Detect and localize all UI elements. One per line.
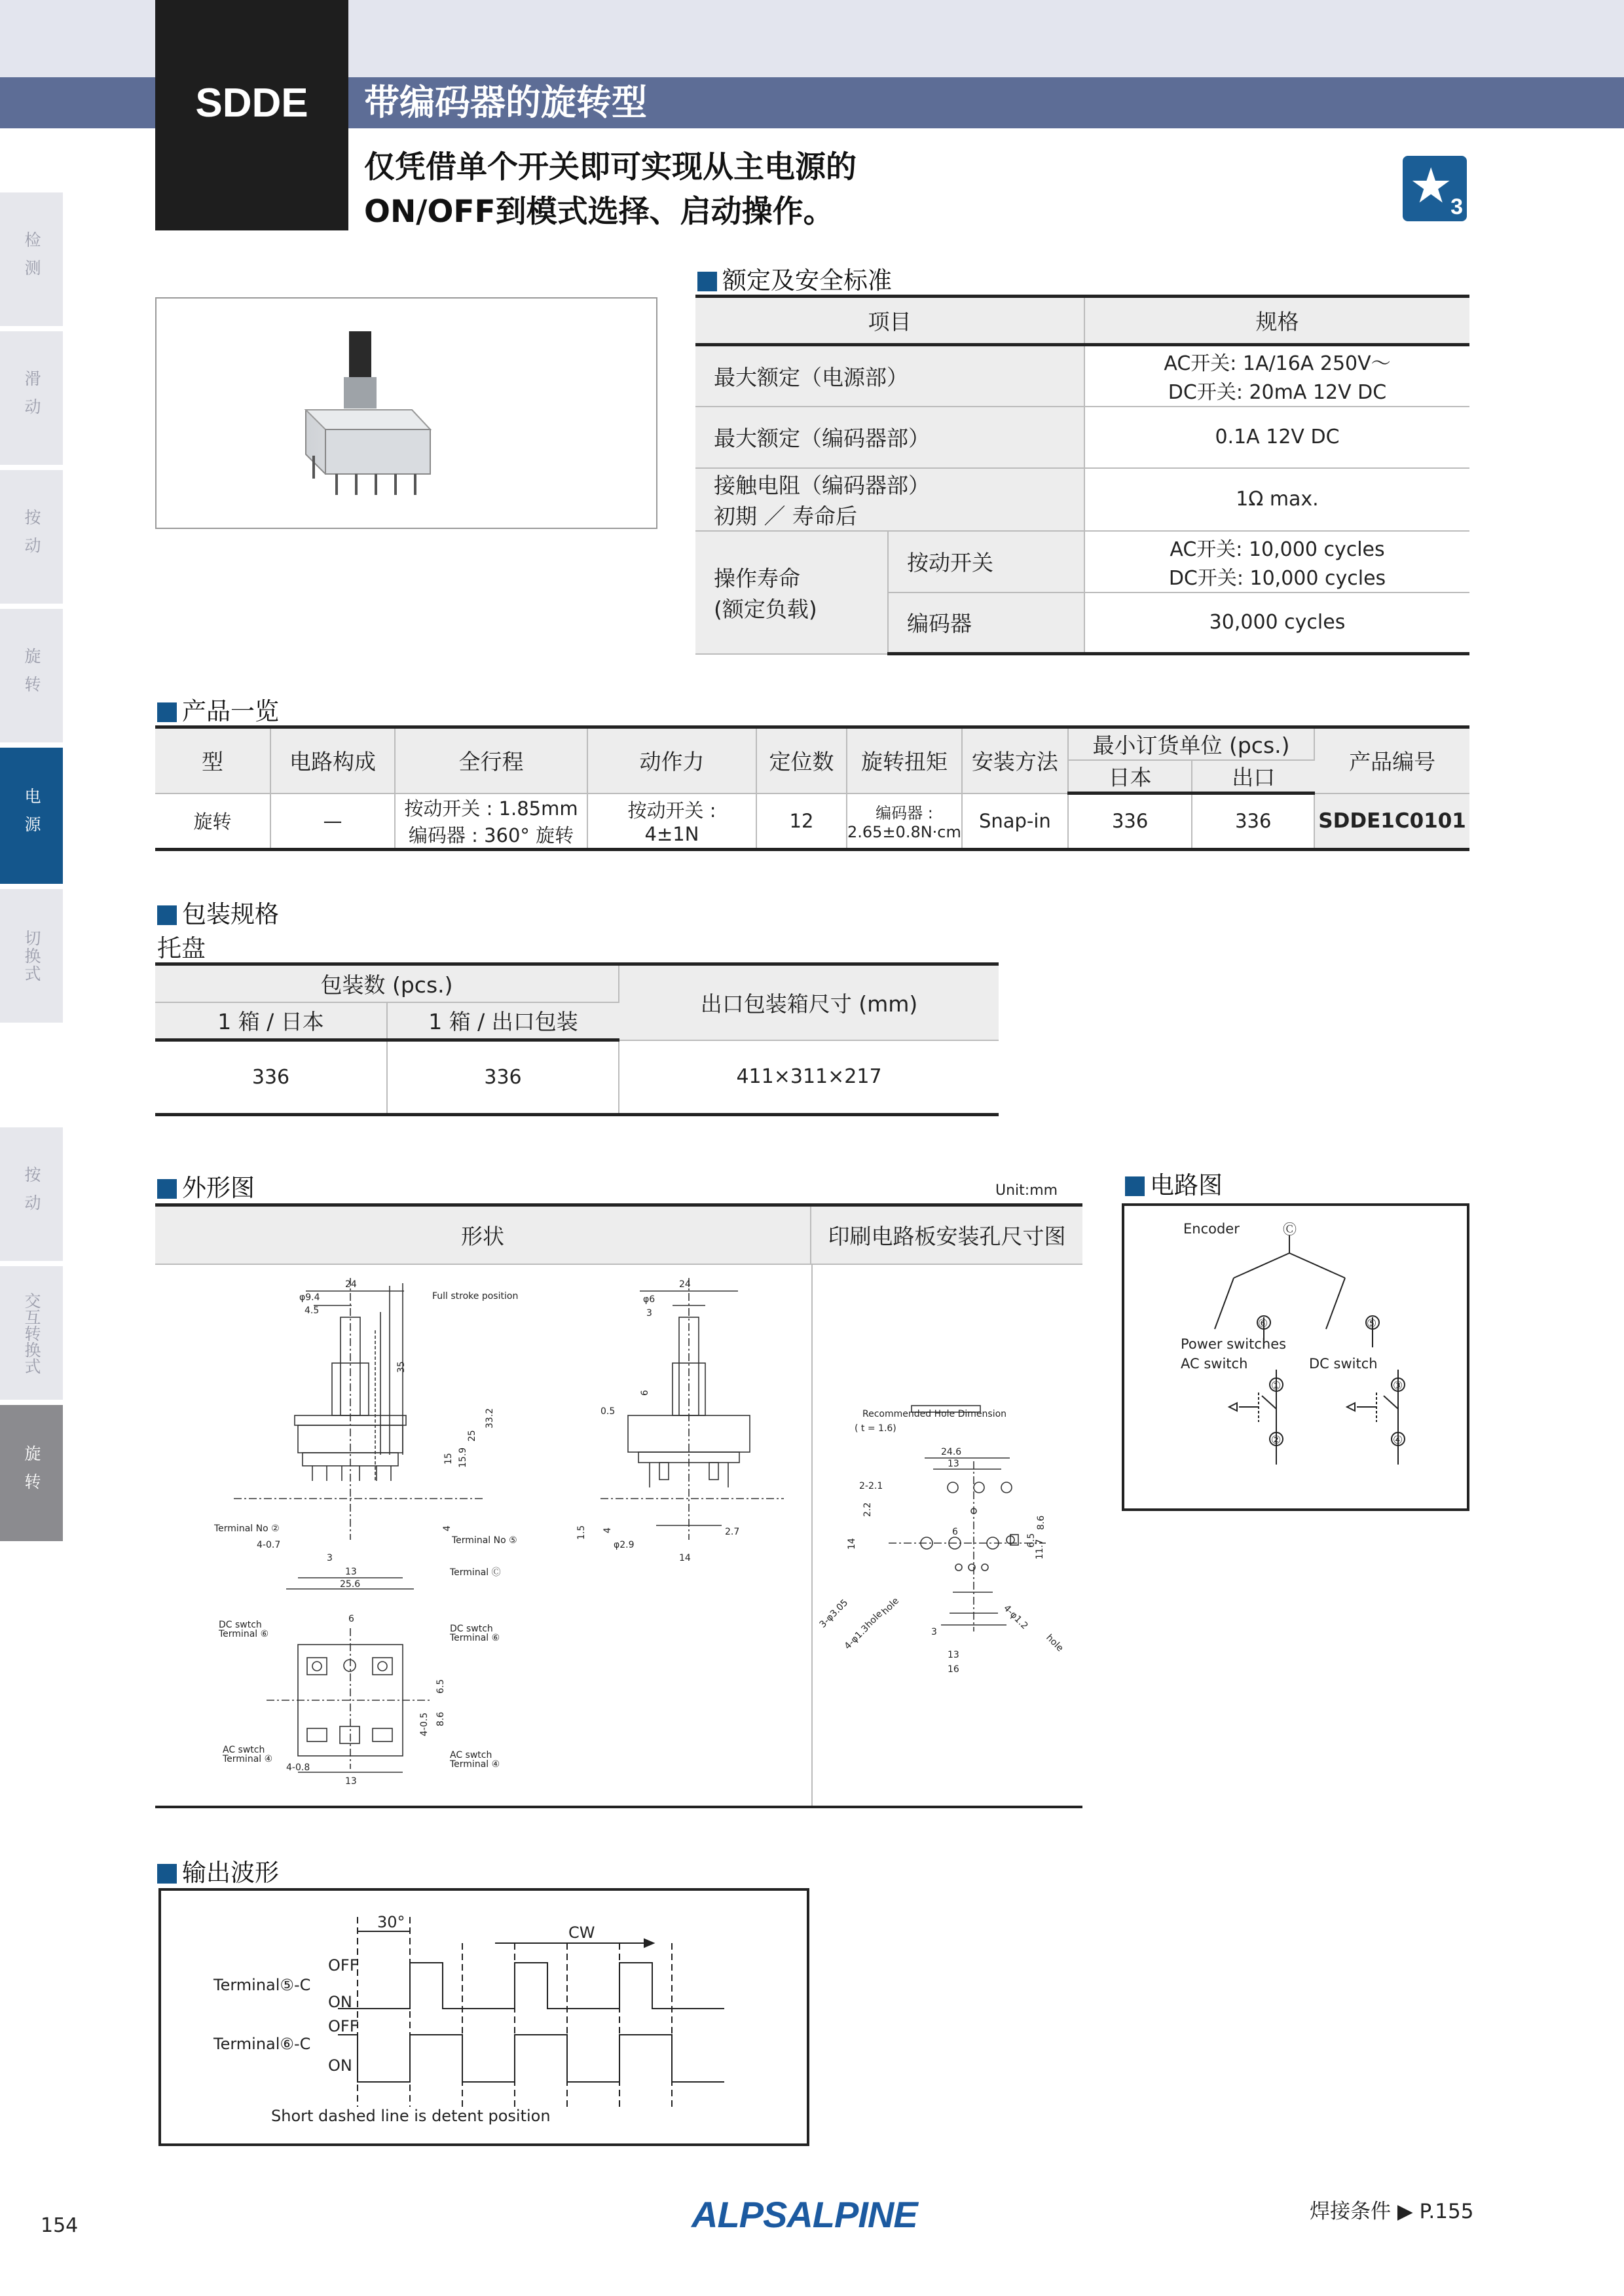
svg-text:2.7: 2.7 [725, 1527, 740, 1537]
svg-text:DC switch: DC switch [1309, 1356, 1378, 1372]
svg-text:Encoder: Encoder [1183, 1221, 1240, 1237]
waveform-diagram [158, 1888, 809, 2146]
svg-text:DC swtch: DC swtch [219, 1620, 262, 1630]
svg-text:Terminal ⑥: Terminal ⑥ [450, 1633, 500, 1643]
products-table: 型 电路构成 全行程 动作力 定位数 旋转扭矩 安装方法 最小订货单位 (pcs.) 产品编号 日本 出口 旋转 — 按动开关 : 1.85mm 编码器 : 360° 旋转 按动开关 : 4±1N 12 编码器 : 2.65±0.8N·cm Snap-in 336 336 SDDE1C0101 [155, 725, 1469, 851]
svg-text:Short dashed line is detent po: Short dashed line is detent position [271, 2107, 551, 2125]
ratings-col-spec: 规格 [1084, 297, 1469, 345]
svg-text:4-0.8: 4-0.8 [286, 1762, 310, 1773]
svg-text:25.6: 25.6 [340, 1579, 361, 1590]
svg-text:Terminal ④: Terminal ④ [223, 1754, 273, 1764]
packing-section-title: 包装规格 [157, 894, 279, 930]
svg-text:Terminal Ⓒ: Terminal Ⓒ [450, 1567, 501, 1578]
svg-text:DC swtch: DC swtch [450, 1624, 493, 1634]
ratings-subitem: 按动开关 [888, 531, 1084, 592]
svg-text:4-φ1.3: 4-φ1.3 [842, 1623, 871, 1652]
svg-text:13: 13 [345, 1567, 357, 1577]
part-number: SDDE1C0101 [1314, 793, 1469, 850]
svg-text:φ9.4: φ9.4 [299, 1292, 320, 1303]
svg-text:4: 4 [602, 1527, 613, 1533]
svg-text:4.5: 4.5 [304, 1305, 320, 1316]
outline-drawings [155, 1265, 1082, 1806]
circuit-section-title: 电路图 [1125, 1165, 1223, 1201]
ratings-col-item: 项目 [695, 297, 1084, 345]
ratings-item: 操作寿命 (额定负载) [695, 531, 888, 654]
packing-table: 包装数 (pcs.) 出口包装箱尺寸 (mm) 1 箱 / 日本 1 箱 / 出口包装 336 336 411×311×217 [155, 962, 999, 1116]
svg-text:φ2.9: φ2.9 [614, 1540, 635, 1550]
svg-text:3: 3 [327, 1553, 333, 1563]
svg-text:Terminal ⑥: Terminal ⑥ [219, 1629, 269, 1639]
svg-text:13: 13 [948, 1459, 959, 1469]
svg-text:③: ③ [1393, 1379, 1403, 1393]
svg-text:1.5: 1.5 [576, 1525, 587, 1540]
svg-text:4-0.7: 4-0.7 [257, 1540, 281, 1550]
svg-text:Recommended Hole Dimension: Recommended Hole Dimension [862, 1409, 1007, 1419]
svg-text:Full stroke position: Full stroke position [432, 1291, 519, 1302]
svg-text:6: 6 [952, 1527, 958, 1537]
svg-text:24.6: 24.6 [941, 1447, 962, 1457]
svg-text:2-2.1: 2-2.1 [859, 1481, 883, 1491]
svg-text:hole: hole [879, 1595, 902, 1617]
sidebar-item-slide[interactable]: 滑动 [0, 331, 63, 465]
svg-text:4-φ1.2: 4-φ1.2 [1001, 1603, 1030, 1631]
svg-text:15.9: 15.9 [458, 1447, 468, 1468]
svg-text:0.5: 0.5 [600, 1406, 616, 1417]
svg-text:Power switches: Power switches [1181, 1336, 1287, 1352]
svg-text:3: 3 [646, 1308, 652, 1319]
svg-text:( t = 1.6): ( t = 1.6) [855, 1423, 896, 1434]
svg-text:①: ① [1271, 1379, 1282, 1393]
ratings-item: 接触电阻（编码器部） 初期 ／ 寿命后 [695, 468, 1084, 531]
packing-subtitle: 托盘 [157, 934, 206, 962]
svg-text:24: 24 [679, 1279, 691, 1290]
ratings-spec: 1Ω max. [1084, 468, 1469, 531]
svg-text:CW: CW [568, 1923, 595, 1942]
svg-text:4: 4 [442, 1525, 452, 1531]
svg-text:Ⓒ: Ⓒ [1283, 1222, 1297, 1237]
svg-text:33.2: 33.2 [485, 1408, 495, 1429]
svg-text:hole: hole [1044, 1632, 1065, 1654]
sidebar-item-switch-type[interactable]: 切换式 [0, 889, 63, 1023]
svg-text:25: 25 [467, 1430, 477, 1442]
sidebar-item-rotary-2[interactable]: 旋转 [0, 1405, 63, 1541]
svg-text:Terminal No ②: Terminal No ② [214, 1523, 280, 1534]
svg-text:35: 35 [396, 1361, 407, 1373]
svg-text:14: 14 [847, 1538, 857, 1550]
svg-text:hole: hole [863, 1609, 885, 1630]
svg-text:4-0.5: 4-0.5 [419, 1712, 430, 1736]
sidebar-item-detect[interactable]: 检测 [0, 192, 63, 326]
sidebar-item-push[interactable]: 按动 [0, 470, 63, 604]
page-number: 154 [41, 2214, 79, 2237]
svg-text:AC swtch: AC swtch [450, 1750, 492, 1760]
svg-text:φ6: φ6 [643, 1294, 655, 1305]
svg-text:OFF: OFF [328, 2017, 359, 2035]
svg-text:14: 14 [679, 1553, 691, 1563]
svg-text:6: 6 [348, 1614, 354, 1624]
soldering-reference-link[interactable]: 焊接条件 ▶ P.155 [1310, 2200, 1474, 2223]
svg-text:15: 15 [443, 1453, 454, 1465]
svg-text:AC switch: AC switch [1181, 1356, 1248, 1372]
svg-text:⑥: ⑥ [1258, 1317, 1268, 1330]
ratings-item: 最大额定（编码器部） [695, 407, 1084, 468]
svg-text:2.2: 2.2 [862, 1502, 873, 1517]
outline-header: 形状 印刷电路板安装孔尺寸图 [155, 1203, 1082, 1265]
svg-text:13: 13 [345, 1776, 357, 1787]
product-photo [155, 297, 657, 529]
sidebar-item-rotary[interactable]: 旋转 [0, 609, 63, 742]
sidebar-item-interactive[interactable]: 交互转换式 [0, 1266, 63, 1400]
svg-text:13: 13 [948, 1650, 959, 1660]
svg-text:11.7: 11.7 [1035, 1539, 1045, 1559]
svg-text:6: 6 [640, 1390, 650, 1396]
ratings-section-title: 额定及安全标准 [697, 261, 892, 296]
page-title: 带编码器的旋转型 [364, 82, 647, 123]
products-section-title: 产品一览 [157, 691, 279, 727]
unit-label: Unit:mm [995, 1182, 1058, 1199]
product-code: SDDE [195, 80, 308, 126]
ratings-spec: AC开关: 10,000 cycles DC开关: 10,000 cycles [1084, 531, 1469, 592]
star-rating-badge: ★ 3 [1403, 156, 1467, 221]
svg-text:24: 24 [345, 1279, 357, 1290]
ratings-spec: 0.1A 12V DC [1084, 407, 1469, 468]
svg-text:6.5: 6.5 [1026, 1533, 1037, 1548]
sidebar-item-push-2[interactable]: 按动 [0, 1127, 63, 1261]
outline-section-title: 外形图 [157, 1168, 255, 1203]
ratings-table [695, 295, 1469, 655]
svg-text:Terminal ④: Terminal ④ [450, 1759, 500, 1770]
svg-text:30°: 30° [377, 1913, 405, 1931]
circuit-diagram [1122, 1203, 1469, 1511]
waveform-section-title: 输出波形 [157, 1853, 279, 1888]
svg-text:Terminal No ⑤: Terminal No ⑤ [452, 1535, 517, 1546]
svg-text:Terminal⑤-C: Terminal⑤-C [213, 1976, 311, 1994]
svg-text:AC swtch: AC swtch [223, 1745, 265, 1755]
svg-text:Terminal⑥-C: Terminal⑥-C [213, 2035, 311, 2053]
svg-text:⑤: ⑤ [1367, 1317, 1377, 1330]
svg-text:ON: ON [328, 2056, 352, 2075]
ratings-spec: 30,000 cycles [1084, 592, 1469, 654]
star-icon: ★ [1409, 158, 1453, 214]
svg-text:②: ② [1271, 1434, 1282, 1447]
page-subtitle: 仅凭借单个开关即可实现从主电源的 ON/OFF到模式选择、启动操作。 [364, 149, 857, 230]
svg-text:16: 16 [948, 1664, 959, 1675]
svg-text:④: ④ [1393, 1434, 1403, 1447]
svg-text:8.6: 8.6 [435, 1711, 446, 1726]
svg-text:6.5: 6.5 [435, 1679, 446, 1694]
alpsalpine-logo: ALPSALPINE [692, 2194, 917, 2235]
svg-text:OFF: OFF [328, 1956, 359, 1975]
ratings-subitem: 编码器 [888, 592, 1084, 654]
svg-text:3: 3 [931, 1627, 937, 1637]
svg-text:8.6: 8.6 [1036, 1515, 1046, 1530]
ratings-spec: AC开关: 1A/16A 250V～ DC开关: 20mA 12V DC [1084, 345, 1469, 407]
svg-text:ON: ON [328, 1993, 352, 2011]
sidebar-item-power[interactable]: 电源 [0, 748, 63, 884]
svg-text:3-φ3.05: 3-φ3.05 [817, 1597, 851, 1630]
ratings-item: 最大额定（电源部） [695, 345, 1084, 407]
